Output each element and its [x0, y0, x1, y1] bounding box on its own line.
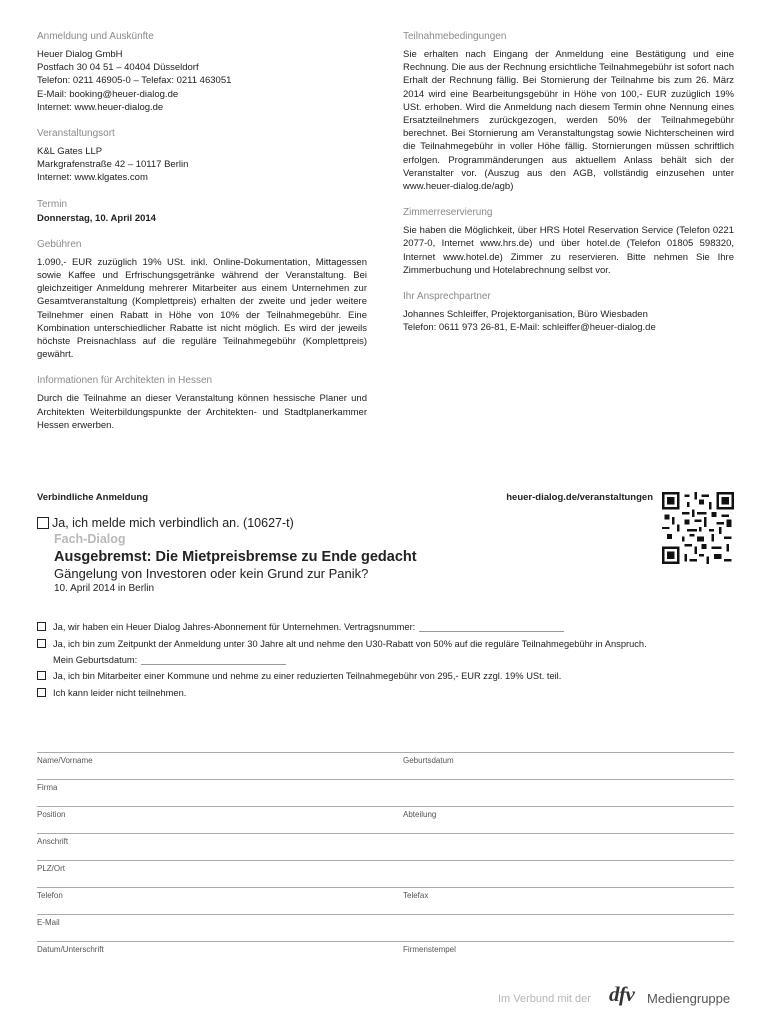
footer-suffix: Mediengruppe — [647, 991, 731, 1006]
zip-city-field-label: PLZ/Ort — [37, 864, 66, 873]
anmeldung-section — [37, 31, 367, 114]
form-row[interactable] — [37, 779, 734, 806]
event-block — [37, 516, 647, 594]
gebuehren-text: 1.090,- EUR zuzüglich 19% USt. inkl. Online-Dokumentation, Mittagessen sowie Kaffee und Erfrischungsgetränke während der Veranstaltung. Bei gleichzeitiger Anmeldung mehrerer Mitarbeiter aus einem Unternehmen zur Gesamtveranstaltung (Komplettpreis) erhalten der zweite und jeder weitere Teilnehmer einen Rabatt in Höhe von 10% der Teilnahmegebühr. Eine Kombination unterschiedlicher Rabatte ist nicht möglich. Es wird der jeweils höchste Preisnachlass auf die reguläre Teilnahmegebühr (Komplettpreis) gewährt. — [37, 256, 367, 361]
option-kommune — [37, 667, 737, 684]
address-field-label: Anschrift — [37, 837, 69, 846]
address-line: K&L Gates LLP — [37, 146, 103, 158]
left-column — [37, 31, 367, 446]
option-decline — [37, 684, 737, 701]
anmeldung-address — [37, 48, 367, 114]
phone-field-label: Telefon — [37, 891, 63, 900]
signature-field-label: Datum/Unterschrift — [37, 945, 104, 954]
company-field-label: Firma — [37, 783, 58, 792]
event-series: Fach-Dialog — [54, 532, 126, 546]
position-field-label: Position — [37, 810, 66, 819]
option-abonnement — [37, 618, 737, 635]
email-field-label: E-Mail — [37, 918, 60, 927]
birthdate-row — [53, 652, 737, 667]
option-label: Ja, ich bin Mitarbeiter einer Kommune und nehme zu einer reduzierten Teilnahmegebühr von 295,- EUR zzgl. 19% USt. teil. — [53, 670, 562, 681]
website-link[interactable]: Internet: www.klgates.com — [37, 172, 148, 184]
bedingungen-text: Sie erhalten nach Eingang der Anmeldung eine Bestätigung und eine Rechnung. Die aus der Rechnung ersichtliche Teilnahmegebühr ist sofort nach Erhalt der Rechnung fällig. Bei Stornierung der Teilnahme bis zum 26. März 2014 wird eine Bearbeitungsgebühr in Höhe von 100,- EUR zuzüglich 19% USt. erhoben. Wird die Anmeldung nach diesem Termin ohne Nennung eines Ersatzteilnehmers zurückgezogen, werden 50% der Teilnahmegebühr berechnet. Bei Stornierung am Veranstaltungstag sowie Nichterscheinen wird die Teilnahmegebühr in voller Höhe fällig. Stornierungen müssen schriftlich erfolgen. Programmänderungen aus aktuellem Anlass behält sich der Veranstalter vor. (Auszug aus den AGB, vollständig einzusehen unter www.heuer-dialog.de/agb) — [403, 49, 734, 193]
fax-field-label: Telefax — [403, 891, 429, 900]
footer-prefix: Im Verbund mit der — [498, 993, 591, 1005]
form-row[interactable] — [37, 887, 734, 914]
architekten-text: Durch die Teilnahme an dieser Veranstaltung können hessische Planer und Architekten Weiterbildungspunkte der Architekten- und Stadtplanerkammer Hessen erwerben. — [37, 393, 367, 431]
events-link[interactable]: heuer-dialog.de/veranstaltungen — [506, 492, 653, 503]
contact-line: Johannes Schleiffer, Projektorganisation, Büro Wiesbaden — [403, 309, 648, 321]
form-row[interactable] — [37, 860, 734, 887]
option-label: Ja, wir haben ein Heuer Dialog Jahres-Abonnement für Unternehmen. Vertragsnummer: — [53, 621, 416, 632]
email-link[interactable]: E-Mail: booking@heuer-dialog.de — [37, 88, 179, 100]
address-line: Telefon: 0211 46905-0 – Telefax: 0211 463051 — [37, 75, 232, 87]
address-line: Heuer Dialog GmbH — [37, 49, 123, 60]
checkbox-icon[interactable] — [37, 688, 46, 697]
zimmer-text: Sie haben die Möglichkeit, über HRS Hotel Reservation Service (Telefon 0221 2077-0, Internet www.hrs.de) und über hotel.de (Telefon 01805 598320, Internet www.hotel.de) Zimmer zu reservieren. Bitte nehmen Sie Ihre Zimmerbuchung und Hotelabrechnung selbst vor. — [403, 225, 734, 276]
birthdate-field[interactable] — [141, 655, 286, 665]
gebuehren-heading: Gebühren — [37, 238, 82, 250]
options-list — [37, 618, 737, 701]
checkbox-icon[interactable] — [37, 639, 46, 648]
birthdate-label: Mein Geburtsdatum: — [53, 654, 138, 665]
registration-form — [37, 752, 734, 968]
gebuehren-section — [37, 239, 367, 362]
confirm-label: Ja, ich melde mich verbindlich an. (10627-t) — [52, 516, 294, 530]
form-row[interactable] — [37, 752, 734, 779]
form-row[interactable] — [37, 914, 734, 941]
stamp-field-label: Firmenstempel — [403, 945, 456, 954]
termin-date: Donnerstag, 10. April 2014 — [37, 212, 156, 224]
registration-label: Verbindliche Anmeldung — [37, 492, 149, 503]
event-title: Ausgebremst: Die Mietpreisbremse zu Ende gedacht — [54, 549, 417, 565]
qr-code-icon — [662, 492, 734, 564]
architekten-heading: Informationen für Architekten in Hessen — [37, 375, 213, 387]
event-subtitle: Gängelung von Investoren oder kein Grund zur Panik? — [54, 566, 369, 581]
bedingungen-heading: Teilnahmebedingungen — [403, 31, 507, 42]
name-field-label: Name/Vorname — [37, 756, 93, 765]
right-column — [403, 31, 734, 348]
ort-heading: Veranstaltungsort — [37, 128, 115, 140]
checkbox-icon[interactable] — [37, 671, 46, 680]
option-label: Ja, ich bin zum Zeitpunkt der Anmeldung unter 30 Jahre alt und nehme den U30-Rabatt von 50% auf die reguläre Teilnahmegebühr in Anspruch. — [53, 638, 647, 649]
architekten-section — [37, 375, 367, 432]
termin-heading: Termin — [37, 198, 68, 210]
form-row[interactable] — [37, 806, 734, 833]
department-field-label: Abteilung — [403, 810, 437, 819]
address-line: Postfach 30 04 51 – 40404 Düsseldorf — [37, 62, 199, 74]
address-line: Markgrafenstraße 42 – 10117 Berlin — [37, 159, 189, 171]
website-link[interactable]: Internet: www.heuer-dialog.de — [37, 101, 164, 113]
termin-section — [37, 199, 367, 225]
event-date: 10. April 2014 in Berlin — [54, 583, 155, 594]
bedingungen-section — [403, 31, 734, 193]
form-row[interactable] — [37, 833, 734, 860]
registration-header — [37, 492, 653, 506]
ansprech-heading: Ihr Ansprechpartner — [403, 291, 491, 303]
contact-line: Telefon: 0611 973 26-81, E-Mail: schleiffer@heuer-dialog.de — [403, 322, 656, 334]
contract-number-field[interactable] — [419, 622, 564, 632]
anmeldung-heading: Anmeldung und Auskünfte — [37, 31, 154, 42]
checkbox-icon[interactable] — [37, 517, 49, 529]
zimmer-section — [403, 207, 734, 277]
dfv-logo: dfv — [609, 982, 635, 1006]
option-u30 — [37, 635, 737, 652]
form-row[interactable] — [37, 941, 734, 968]
checkbox-icon[interactable] — [37, 622, 46, 631]
birthdate-field-label: Geburtsdatum — [403, 756, 454, 765]
confirm-row — [37, 516, 647, 530]
ort-address — [37, 145, 367, 185]
zimmer-heading: Zimmerreservierung — [403, 207, 493, 219]
footer-branding — [498, 984, 738, 1008]
ansprech-section — [403, 291, 734, 334]
option-label: Ich kann leider nicht teilnehmen. — [53, 687, 187, 698]
ort-section — [37, 128, 367, 185]
ansprech-contact — [403, 308, 734, 334]
